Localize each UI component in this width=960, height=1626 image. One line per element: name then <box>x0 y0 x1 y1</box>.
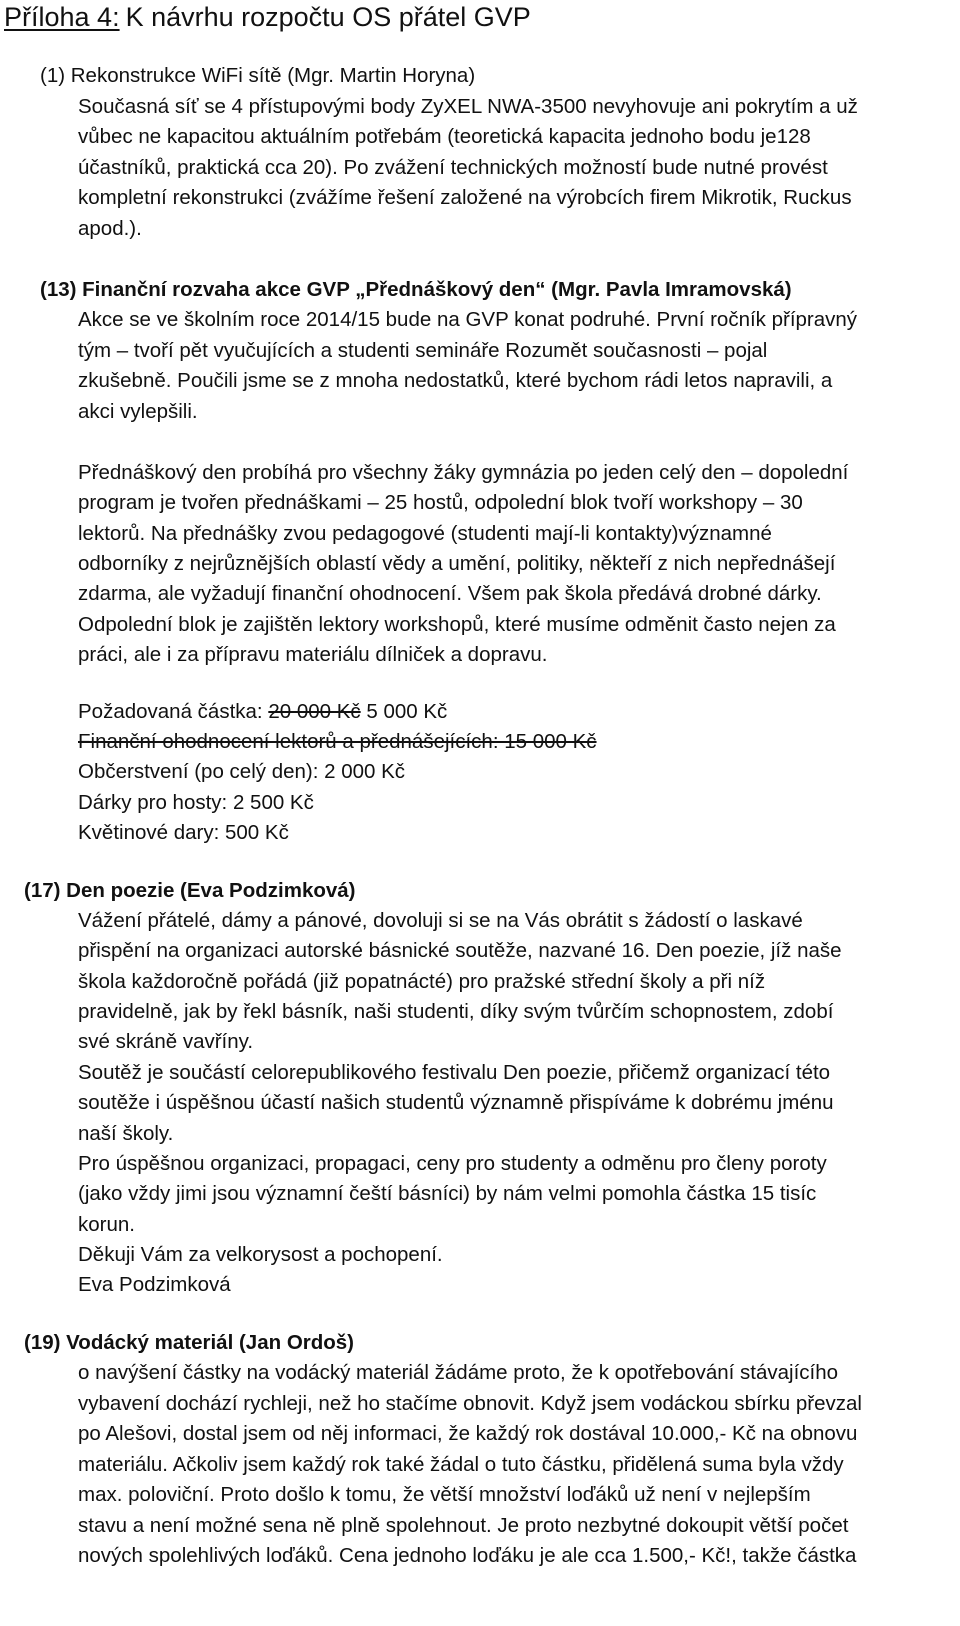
paragraph-line: vůbec ne kapacitou aktuálním potřebám (teoretická kapacita jednoho bodu je128 <box>78 125 811 148</box>
paragraph-line: Akce se ve školním roce 2014/15 bude na GVP konat podruhé. První ročník přípravný <box>78 308 858 331</box>
paragraph-line: Vážení přátelé, dámy a pánové, dovoluji si se na Vás obrátit s žádostí o laskavé <box>78 909 803 932</box>
paragraph-line: škola každoročně pořádá (již popatnácté) pro pražské střední školy a při níž <box>78 970 766 993</box>
document-title <box>4 0 531 34</box>
budget-requested <box>78 697 447 727</box>
paragraph-line: Přednáškový den probíhá pro všechny žáky gymnázia po jeden celý den – dopolední <box>78 461 849 484</box>
paragraph-line: zdarma, ale vyžadují finanční ohodnocení. Všem pak škola předává drobné dárky. <box>78 582 822 605</box>
paragraph-line: tým – tvoří pět vyučujících a studenti semináře Rozumět současnosti – pojal <box>78 339 768 362</box>
paragraph-line: odborníky z nejrůznějších oblastí vědy a umění, politiky, někteří z nich nepřednášejí <box>78 552 836 575</box>
section-heading-wifi: (1) Rekonstrukce WiFi sítě (Mgr. Martin Horyna) <box>40 64 476 87</box>
paragraph-line: naší školy. <box>78 1122 174 1145</box>
budget-flowers: Květinové dary: 500 Kč <box>78 821 289 844</box>
paragraph-line: program je tvořen přednáškami – 25 hostů, odpolední blok tvoří workshopy – 30 <box>78 491 803 514</box>
paragraph-line: po Alešovi, dostal jsem od něj informaci, že každý rok dostával 10.000,- Kč na obnovu <box>78 1422 858 1445</box>
paragraph-line: stavu a není možné sena ně plně spolehnout. Je proto nezbytné dokoupit větší počet <box>78 1514 849 1537</box>
paragraph-line: Odpolední blok je zajištěn lektory workshopů, které musíme odměnit často nejen za <box>78 613 836 636</box>
title-main: K návrhu rozpočtu OS přátel GVP <box>125 2 531 32</box>
budget-requested-old: 20 000 Kč <box>268 700 361 723</box>
paragraph-line: pravidelně, jak by řekl básník, naši studenti, díky svým tvůrčím schopnostem, zdobí <box>78 1000 834 1023</box>
paragraph-line: Pro úspěšnou organizaci, propagaci, ceny pro studenty a odměnu pro členy poroty <box>78 1152 827 1175</box>
signature-line: Eva Podzimková <box>78 1273 231 1296</box>
title-prefix: Příloha 4: <box>4 2 120 32</box>
paragraph-line: Současná síť se 4 přístupovými body ZyXEL NWA-3500 nevyhovuje ani pokrytím a už <box>78 95 858 118</box>
paragraph-line: nových spolehlivých loďáků. Cena jednoho loďáku je ale cca 1.500,- Kč!, takže částka <box>78 1544 857 1567</box>
budget-struck-line: Finanční ohodnocení lektorů a přednášejících: 15 000 Kč <box>78 730 597 753</box>
section-heading-water-gear: (19) Vodácký materiál (Jan Ordoš) <box>24 1331 355 1354</box>
paragraph-line: lektorů. Na přednášky zvou pedagogové (studenti mají-li kontakty)významné <box>78 522 772 545</box>
paragraph-line: max. poloviční. Proto došlo k tomu, že větší množství loďáků už není v nejlepším <box>78 1483 811 1506</box>
budget-requested-new: 5 000 Kč <box>360 700 448 723</box>
paragraph-line: kompletní rekonstrukci (zvážíme řešení založené na výrobcích firem Mikrotik, Ruckus <box>78 186 852 209</box>
budget-gifts: Dárky pro hosty: 2 500 Kč <box>78 791 314 814</box>
paragraph-line: materiálu. Ačkoliv jsem každý rok také žádal o tuto částku, přidělená suma byla vždy <box>78 1453 844 1476</box>
paragraph-line: Děkuji Vám za velkorysost a pochopení. <box>78 1243 443 1266</box>
paragraph-line: soutěže i úspěšnou účastí našich studentů významně přispíváme k dobrému jménu <box>78 1091 834 1114</box>
budget-requested-label: Požadovaná částka: <box>78 700 269 723</box>
paragraph-line: zkušebně. Poučili jsme se z mnoha nedostatků, které bychom rádi letos napravili, a <box>78 369 833 392</box>
section-heading-lecture-day: (13) Finanční rozvaha akce GVP „Přednáškový den“ (Mgr. Pavla Imramovská) <box>40 278 792 301</box>
paragraph-line: své skráně vavříny. <box>78 1030 254 1053</box>
paragraph-line: Soutěž je součástí celorepublikového festivalu Den poezie, přičemž organizací této <box>78 1061 831 1084</box>
section-heading-poetry-day: (17) Den poezie (Eva Podzimková) <box>24 879 356 902</box>
paragraph-line: apod.). <box>78 217 142 240</box>
paragraph-line: o navýšení částky na vodácký materiál žádáme proto, že k opotřebování stávajícího <box>78 1361 839 1384</box>
paragraph-line: korun. <box>78 1213 135 1236</box>
paragraph-line: účastníků, praktická cca 20). Po zvážení technických možností bude nutné provést <box>78 156 828 179</box>
paragraph-line: přispění na organizaci autorské básnické soutěže, nazvané 16. Den poezie, jíž naše <box>78 939 842 962</box>
budget-refreshments: Občerstvení (po celý den): 2 000 Kč <box>78 760 406 783</box>
paragraph-line: práci, ale i za přípravu materiálu dílniček a dopravu. <box>78 643 548 666</box>
paragraph-line: vybavení dochází rychleji, než ho stačíme obnovit. Když jsem vodáckou sbírku převzal <box>78 1392 862 1415</box>
paragraph-line: (jako vždy jimi jsou významní čeští básníci) by nám velmi pomohla částka 15 tisíc <box>78 1182 817 1205</box>
paragraph-line: akci vylepšili. <box>78 400 198 423</box>
